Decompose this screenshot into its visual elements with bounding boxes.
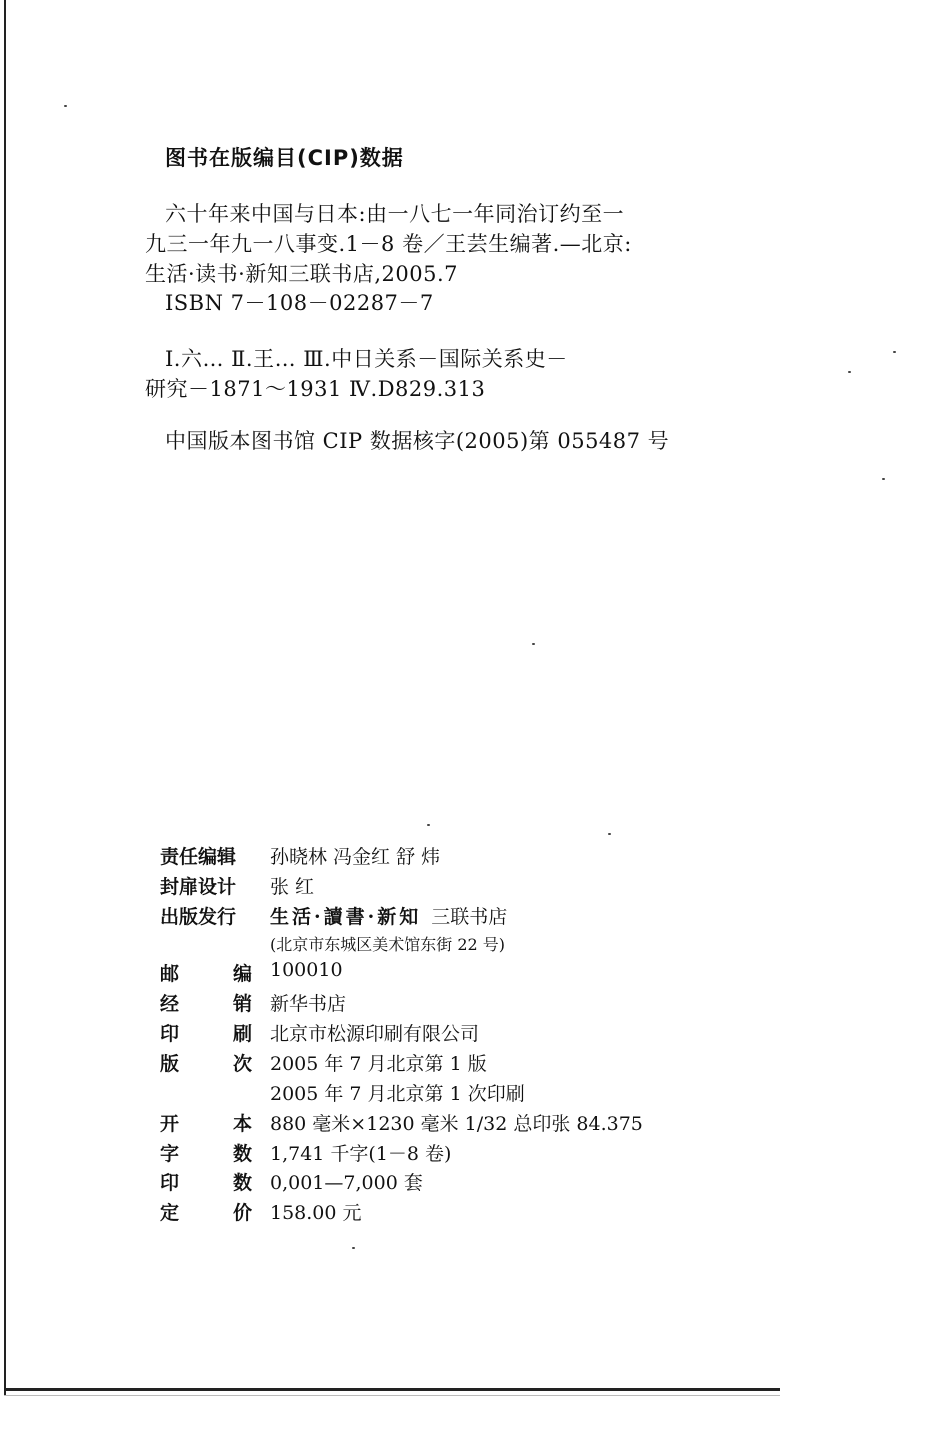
scan-speck [848, 371, 851, 373]
imprint-value: 张 红 [270, 876, 315, 898]
imprint-label: 定 价 [160, 1202, 252, 1224]
cip-isbn: ISBN 7－108－02287－7 [165, 291, 434, 315]
bottom-scan-border-faint [4, 1395, 780, 1396]
imprint-value: 100010 [270, 959, 343, 981]
cip-description-line: 六十年来中国与日本:由一八七一年同治订约至一 [165, 202, 625, 226]
imprint-value: 2005 年 7 月北京第 1 次印刷 [270, 1083, 525, 1105]
imprint-value [270, 902, 507, 929]
scan-speck [64, 105, 67, 107]
scan-speck [427, 824, 430, 826]
imprint-value: 1,741 千字(1－8 卷) [270, 1143, 452, 1165]
cip-classification-line: 研究－1871～1931 Ⅳ.D829.313 [145, 377, 486, 401]
publisher-name: 三联书店 [431, 906, 508, 928]
imprint-label: 印 刷 [160, 1023, 252, 1045]
imprint-value: 158.00 元 [270, 1202, 362, 1224]
cip-description-line: 生活·读书·新知三联书店,2005.7 [145, 262, 459, 286]
cip-description-line: 九三一年九一八事变.1－8 卷／王芸生编著.—北京: [145, 232, 632, 256]
cip-classification-line: Ⅰ.六… Ⅱ.王… Ⅲ.中日关系－国际关系史－ [165, 347, 568, 371]
cip-record-number: 中国版本图书馆 CIP 数据核字(2005)第 055487 号 [165, 429, 670, 453]
imprint-label: 开 本 [160, 1113, 252, 1135]
imprint-label: 字 数 [160, 1143, 252, 1165]
imprint-value: 2005 年 7 月北京第 1 版 [270, 1053, 487, 1075]
imprint-value: 0,001—7,000 套 [270, 1172, 423, 1194]
publisher-address: (北京市东城区美术馆东街 22 号) [270, 935, 506, 954]
imprint-label: 印 数 [160, 1172, 252, 1194]
imprint-value: 孙晓林 冯金红 舒 炜 [270, 846, 441, 868]
scan-speck [608, 833, 611, 835]
imprint-label: 封扉设计 [160, 876, 237, 898]
cip-title: 图书在版编目(CIP)数据 [165, 146, 404, 170]
publisher-logo-text: 生活·讀書·新知 [270, 906, 422, 928]
imprint-value: 北京市松源印刷有限公司 [270, 1023, 480, 1045]
scan-speck [352, 1247, 355, 1249]
imprint-value: 880 毫米×1230 毫米 1/32 总印张 84.375 [270, 1113, 643, 1135]
imprint-label: 版 次 [160, 1053, 252, 1075]
scan-speck [882, 478, 885, 480]
imprint-label: 经 销 [160, 993, 252, 1015]
scan-speck [532, 643, 535, 645]
imprint-label: 责任编辑 [160, 846, 237, 868]
bottom-scan-border [4, 1388, 780, 1391]
scan-speck [893, 351, 896, 353]
imprint-label: 邮 编 [160, 963, 252, 985]
imprint-label: 出版发行 [160, 906, 237, 928]
left-scan-border [4, 0, 6, 1395]
imprint-value: 新华书店 [270, 993, 347, 1015]
